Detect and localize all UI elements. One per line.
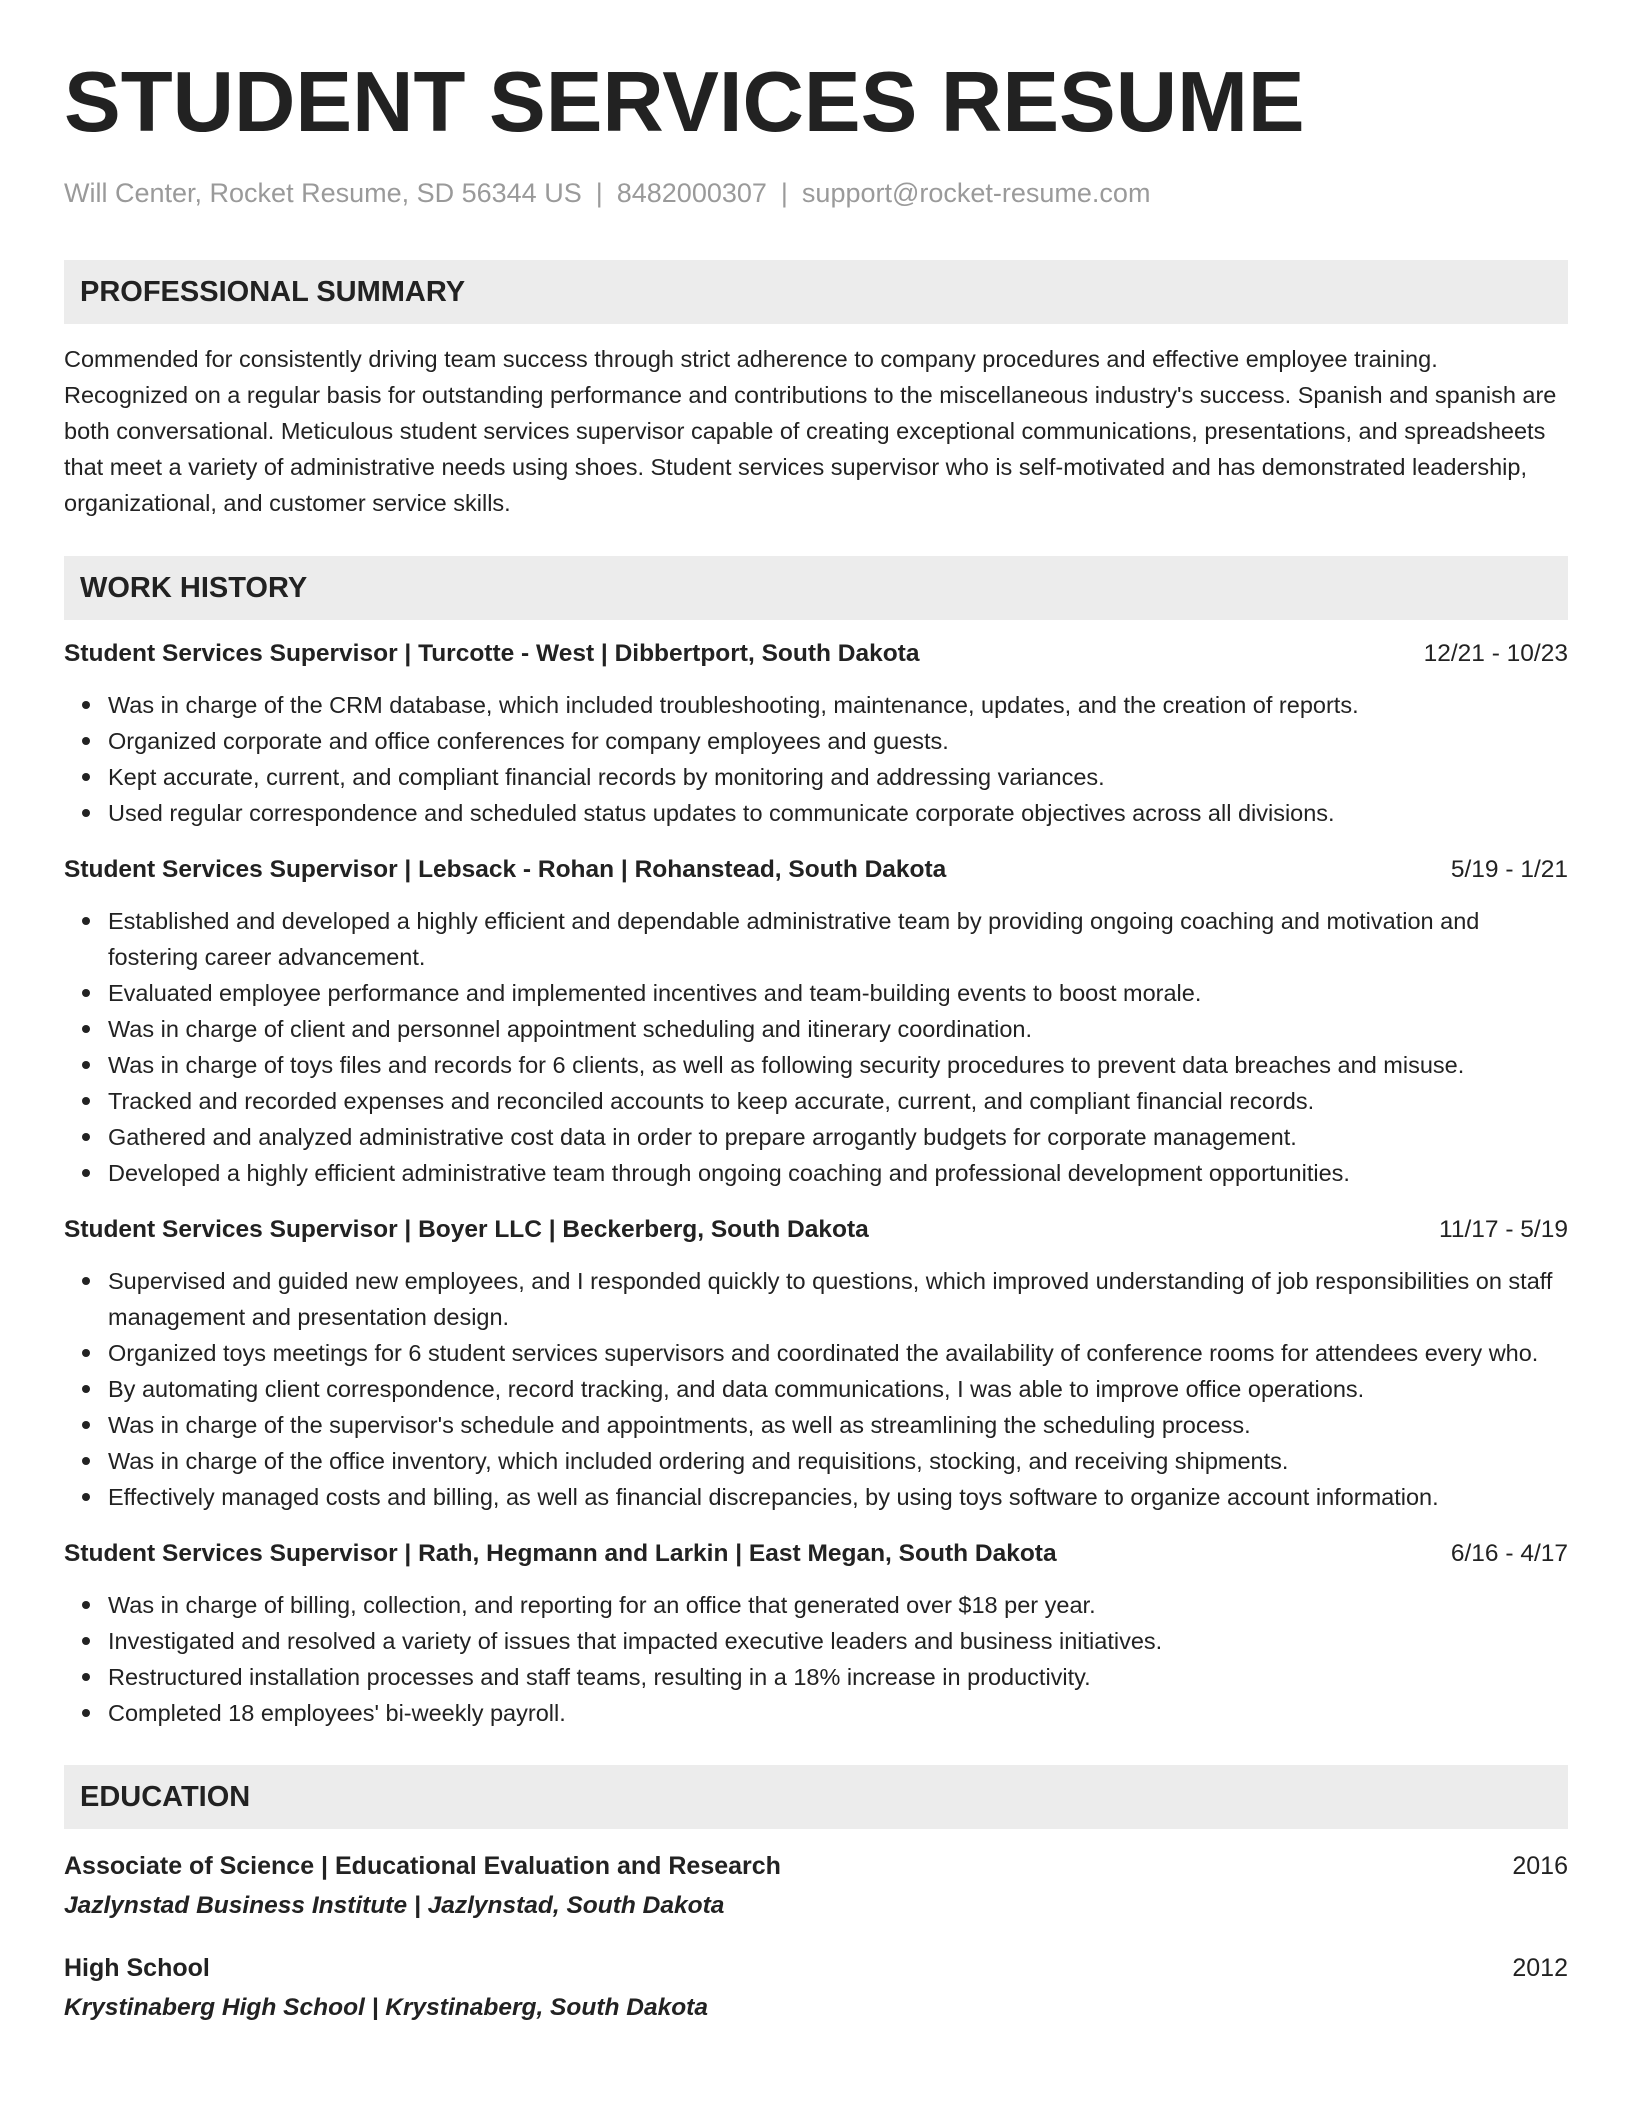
job-bullet: By automating client correspondence, record tracking, and data communications, I was able to improve office operations. (108, 1371, 1568, 1407)
education-entry (64, 1849, 1568, 1923)
job-dates: 6/16 - 4/17 (1450, 1540, 1568, 1567)
education-entry (64, 1951, 1568, 2025)
education-year: 2016 (1512, 1852, 1568, 1880)
education-header (64, 1951, 1568, 1985)
education-header (64, 1849, 1568, 1883)
job-bullet: Effectively managed costs and billing, as well as financial discrepancies, by using toys software to organize account information. (108, 1479, 1568, 1515)
job-bullet: Was in charge of client and personnel appointment scheduling and itinerary coordination. (108, 1011, 1568, 1047)
job-bullet: Organized corporate and office conferences for company employees and guests. (108, 723, 1568, 759)
contact-separator: | (780, 178, 788, 208)
summary-text: Commended for consistently driving team success through strict adherence to company procedures and effective employee training. Recognized on a regular basis for outstanding performance and contributions to the miscellaneous industry's success. Spanish and spanish are both conversational. Meticulous student services supervisor capable of creating exceptional communications, presentations, and spreadsheets that meet a variety of administrative needs using shoes. Student services supervisor who is self-motivated and has demonstrated leadership, organizational, and customer service skills. (64, 346, 1557, 516)
job-bullet: Gathered and analyzed administrative cost data in order to prepare arrogantly budgets for corporate management. (108, 1119, 1568, 1155)
job-bullet: Kept accurate, current, and compliant financial records by monitoring and addressing variances. (108, 759, 1568, 795)
section-header-summary: PROFESSIONAL SUMMARY (64, 260, 1568, 324)
job-bullet: Organized toys meetings for 6 student services supervisors and coordinated the availability of conference rooms for attendees every who. (108, 1335, 1568, 1371)
job-bullets (64, 687, 1568, 831)
section-header-work-history: WORK HISTORY (64, 556, 1568, 620)
job-bullet: Evaluated employee performance and implemented incentives and team-building events to boost morale. (108, 975, 1568, 1011)
job-header (64, 854, 1568, 886)
job-title: Student Services Supervisor | Rath, Hegmann and Larkin | East Megan, South Dakota (64, 1540, 1057, 1567)
job-header (64, 1538, 1568, 1570)
job-title: Student Services Supervisor | Turcotte - West | Dibbertport, South Dakota (64, 640, 920, 667)
job-entry (64, 638, 1568, 831)
education-year: 2012 (1512, 1954, 1568, 1982)
education-degree: Associate of Science | Educational Evaluation and Research (64, 1852, 781, 1880)
contact-phone: 8482000307 (616, 178, 767, 208)
job-dates: 5/19 - 1/21 (1450, 856, 1568, 883)
job-title: Student Services Supervisor | Lebsack - Rohan | Rohanstead, South Dakota (64, 856, 947, 883)
education-school: Krystinaberg High School | Krystinaberg, South Dakota (64, 1994, 708, 2021)
job-entry (64, 854, 1568, 1191)
job-entry (64, 1538, 1568, 1731)
education-degree: High School (64, 1954, 210, 1982)
job-bullets (64, 903, 1568, 1191)
job-bullet: Was in charge of toys files and records for 6 clients, as well as following security procedures to prevent data breaches and misuse. (108, 1047, 1568, 1083)
job-bullet: Was in charge of the office inventory, which included ordering and requisitions, stocking, and receiving shipments. (108, 1443, 1568, 1479)
job-bullet: Tracked and recorded expenses and reconciled accounts to keep accurate, current, and compliant financial records. (108, 1083, 1568, 1119)
job-bullet: Was in charge of the supervisor's schedule and appointments, as well as streamlining the scheduling process. (108, 1407, 1568, 1443)
job-bullet: Was in charge of billing, collection, and reporting for an office that generated over $18 per year. (108, 1587, 1568, 1623)
job-header (64, 1214, 1568, 1246)
job-entry (64, 1214, 1568, 1515)
job-header (64, 638, 1568, 670)
contact-line (64, 176, 1568, 210)
job-bullets (64, 1263, 1568, 1515)
job-bullet: Used regular correspondence and scheduled status updates to communicate corporate objectives across all divisions. (108, 795, 1568, 831)
job-title: Student Services Supervisor | Boyer LLC | Beckerberg, South Dakota (64, 1216, 869, 1243)
resume-title: STUDENT SERVICES RESUME (64, 55, 1305, 150)
job-bullet: Established and developed a highly efficient and dependable administrative team by providing ongoing coaching and motivation and fostering career advancement. (108, 903, 1568, 975)
job-bullet: Was in charge of the CRM database, which included troubleshooting, maintenance, updates, and the creation of reports. (108, 687, 1568, 723)
job-bullet: Developed a highly efficient administrative team through ongoing coaching and professional development opportunities. (108, 1155, 1568, 1191)
job-bullet: Supervised and guided new employees, and I responded quickly to questions, which improved understanding of job responsibilities on staff management and presentation design. (108, 1263, 1568, 1335)
contact-email: support@rocket-resume.com (801, 178, 1151, 208)
job-dates: 11/17 - 5/19 (1439, 1216, 1568, 1243)
job-bullet: Investigated and resolved a variety of issues that impacted executive leaders and business initiatives. (108, 1623, 1568, 1659)
job-dates: 12/21 - 10/23 (1423, 640, 1568, 667)
job-bullet: Completed 18 employees' bi-weekly payroll. (108, 1695, 1568, 1731)
job-bullet: Restructured installation processes and staff teams, resulting in a 18% increase in productivity. (108, 1659, 1568, 1695)
contact-separator: | (595, 178, 603, 208)
contact-address: Will Center, Rocket Resume, SD 56344 US (64, 178, 582, 208)
job-bullets (64, 1587, 1568, 1731)
section-header-education: EDUCATION (64, 1765, 1568, 1829)
education-school: Jazlynstad Business Institute | Jazlynstad, South Dakota (64, 1892, 725, 1919)
